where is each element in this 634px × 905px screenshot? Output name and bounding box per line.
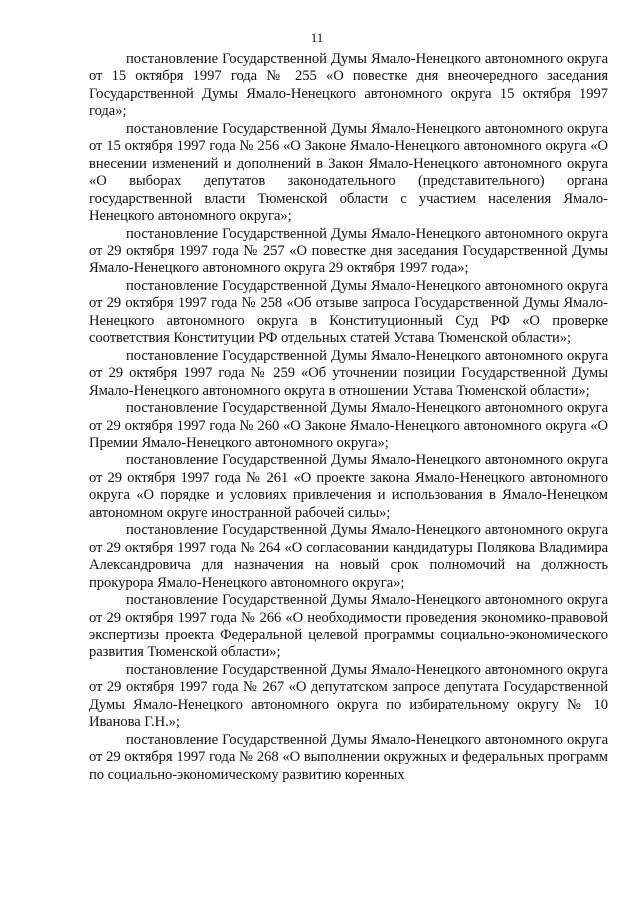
paragraph-resolution-268: постановление Государственной Думы Ямало-Ненецкого автономного округа от 29 октября 1997 года № 268 «О выполнении окружных и федеральных программ по социально-экономическому развитию коренных <box>89 731 608 783</box>
paragraph-resolution-266: постановление Государственной Думы Ямало-Ненецкого автономного округа от 29 октября 1997 года № 266 «О необходимости проведения экономико-правовой экспертизы проекта Федеральной целевой программы социально-экономического развития Тюменской области»; <box>89 592 608 661</box>
page-number: 11 <box>310 30 324 45</box>
paragraph-resolution-256: постановление Государственной Думы Ямало-Ненецкого автономного округа от 15 октября 1997 года № 256 «О Законе Ямало-Ненецкого автономного округа «О внесении изменений и дополнений в Закон Ямало-Ненецкого автономного округа «О выборах депутатов законодательного (представительного) органа государственной власти Тюменской области с участием населения Ямало-Ненецкого автономного округа»; <box>89 120 608 225</box>
paragraph-resolution-267: постановление Государственной Думы Ямало-Ненецкого автономного округа от 29 октября 1997 года № 267 «О депутатском запросе депутата Государственной Думы Ямало-Ненецкого автономного округа по избирательному округу № 10 Иванова Г.Н.»; <box>89 661 608 731</box>
paragraph-resolution-260: постановление Государственной Думы Ямало-Ненецкого автономного округа от 29 октября 1997 года № 260 «О Законе Ямало-Ненецкого автономного округа «О Премии Ямало-Ненецкого автономного округа»; <box>89 400 608 451</box>
paragraph-resolution-257: постановление Государственной Думы Ямало-Ненецкого автономного округа от 29 октября 1997 года № 257 «О повестке дня заседания Государственной Думы Ямало-Ненецкого автономного округа 29 октября 1997 года»; <box>89 225 608 277</box>
paragraph-resolution-264: постановление Государственной Думы Ямало-Ненецкого автономного округа от 29 октября 1997 года № 264 «О согласовании кандидатуры Полякова Владимира Александровича для назначения на новый срок полномочий на должность прокурора Ямало-Ненецкого автономного округа»; <box>89 522 608 591</box>
paragraph-resolution-258: постановление Государственной Думы Ямало-Ненецкого автономного округа от 29 октября 1997 года № 258 «Об отзыве запроса Государственной Думы Ямало-Ненецкого автономного округа в Конституционный Суд РФ «О проверке соответствия Конституции РФ отдельных статей Устава Тюменской области»; <box>89 277 608 347</box>
document-body <box>89 51 608 784</box>
paragraph-resolution-261: постановление Государственной Думы Ямало-Ненецкого автономного округа от 29 октября 1997 года № 261 «О проекте закона Ямало-Ненецкого автономного округа «О порядке и условиях привлечения и использования в Ямало-Ненецком автономном округе иностранной рабочей силы»; <box>89 452 608 521</box>
paragraph-resolution-259: постановление Государственной Думы Ямало-Ненецкого автономного округа от 29 октября 1997 года № 259 «Об уточнении позиции Государственной Думы Ямало-Ненецкого автономного округа в отношении Устава Тюменской области»; <box>89 347 608 399</box>
paragraph-resolution-255: постановление Государственной Думы Ямало-Ненецкого автономного округа от 15 октября 1997 года № 255 «О повестке дня внеочередного заседания Государственной Думы Ямало-Ненецкого автономного округа 15 октября 1997 года»; <box>89 51 608 120</box>
